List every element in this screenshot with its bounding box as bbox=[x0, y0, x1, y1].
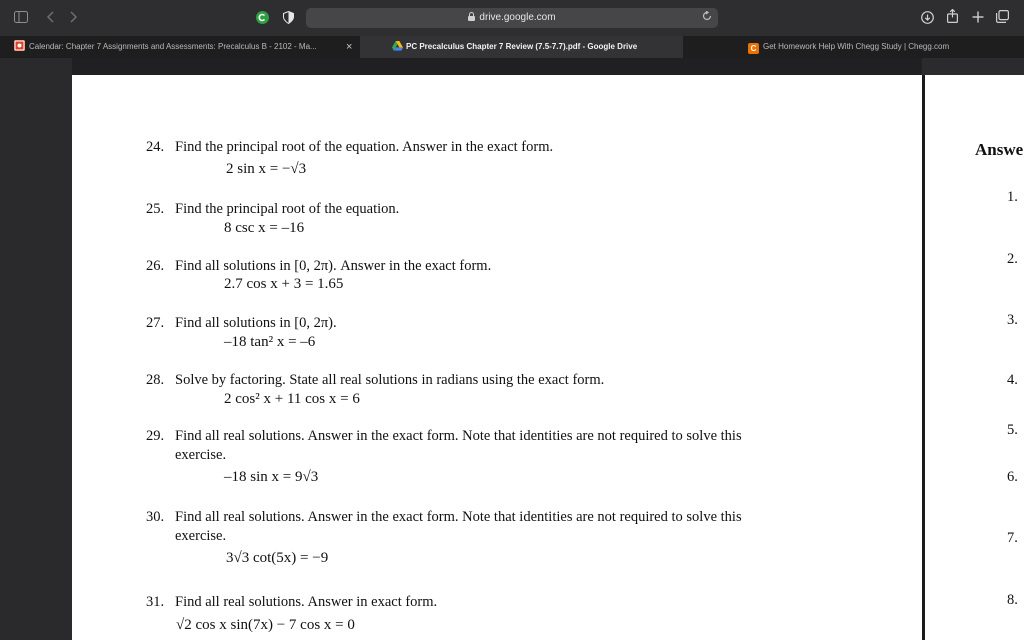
tab-title: PC Precalculus Chapter 7 Review (7.5-7.7).pdf - Google Drive bbox=[406, 42, 638, 51]
problem-24: 24. Find the principal root of the equation. Answer in the exact form. bbox=[146, 139, 554, 155]
problem-31: 31. Find all real solutions. Answer in exact form. bbox=[146, 594, 438, 610]
calendar-icon bbox=[14, 40, 25, 51]
reload-icon[interactable] bbox=[702, 8, 712, 28]
plus-icon[interactable] bbox=[972, 10, 984, 26]
lock-icon bbox=[468, 9, 475, 29]
share-icon[interactable] bbox=[947, 9, 958, 26]
tab-title: Calendar: Chapter 7 Assignments and Assessments: Precalculus B - 2102 - Ma... bbox=[29, 42, 317, 51]
tab-bar bbox=[0, 36, 1024, 58]
tab-calendar[interactable] bbox=[14, 36, 360, 58]
equation-25: 8 csc x = –16 bbox=[224, 220, 305, 236]
tab-google-drive[interactable] bbox=[360, 36, 683, 58]
left-panel bbox=[0, 58, 72, 640]
answer-number: 2. bbox=[1007, 251, 1018, 267]
problem-26: 26. Find all solutions in [0, 2π). Answer in the exact form. bbox=[146, 258, 492, 274]
extension-icon[interactable] bbox=[256, 11, 269, 27]
answer-number: 3. bbox=[1007, 312, 1018, 328]
equation-28: 2 cos² x + 11 cos x = 6 bbox=[224, 391, 360, 407]
answer-number: 1. bbox=[1007, 189, 1018, 205]
download-icon[interactable] bbox=[921, 11, 934, 27]
problem-28: 28. Solve by factoring. State all real solutions in radians using the exact form. bbox=[146, 372, 605, 388]
equation-29: –18 sin x = 9√3 bbox=[224, 469, 319, 485]
equation-27: –18 tan² x = –6 bbox=[224, 334, 316, 350]
problem-25: 25. Find the principal root of the equation. bbox=[146, 201, 400, 217]
problem-30: 30. Find all real solutions. Answer in the exact form. Note that identities are not required to solve this bbox=[146, 509, 742, 525]
answers-heading: Answe bbox=[975, 140, 1024, 159]
forward-icon[interactable] bbox=[70, 10, 78, 26]
tabs-icon[interactable] bbox=[996, 10, 1009, 26]
url-text: drive.google.com bbox=[479, 12, 556, 23]
problem-27: 27. Find all solutions in [0, 2π). bbox=[146, 315, 337, 331]
problem-29-continued: exercise. bbox=[175, 447, 227, 463]
shield-icon[interactable] bbox=[283, 11, 294, 27]
tab-chegg[interactable] bbox=[748, 36, 1018, 58]
address-bar[interactable] bbox=[306, 8, 718, 28]
answer-number: 5. bbox=[1007, 422, 1018, 438]
problem-30-continued: exercise. bbox=[175, 528, 227, 544]
close-icon[interactable]: × bbox=[346, 41, 353, 53]
answer-number: 6. bbox=[1007, 469, 1018, 485]
google-drive-icon bbox=[392, 38, 403, 58]
equation-30: 3√3 cot(5x) = −9 bbox=[226, 550, 329, 566]
chegg-icon: C bbox=[748, 43, 759, 54]
browser-toolbar bbox=[0, 0, 1024, 36]
tab-title: Get Homework Help With Chegg Study | Chegg.com bbox=[763, 42, 950, 51]
back-icon[interactable] bbox=[46, 10, 54, 26]
problem-29: 29. Find all real solutions. Answer in the exact form. Note that identities are not required to solve this bbox=[146, 428, 742, 444]
equation-31: √2 cos x sin(7x) − 7 cos x = 0 bbox=[176, 617, 355, 633]
answer-number: 4. bbox=[1007, 372, 1018, 388]
answer-number: 7. bbox=[1007, 530, 1018, 546]
equation-26: 2.7 cos x + 3 = 1.65 bbox=[224, 276, 344, 292]
equation-24: 2 sin x = −√3 bbox=[226, 161, 307, 177]
sidebar-icon[interactable] bbox=[14, 10, 28, 26]
answer-number: 8. bbox=[1007, 592, 1018, 608]
